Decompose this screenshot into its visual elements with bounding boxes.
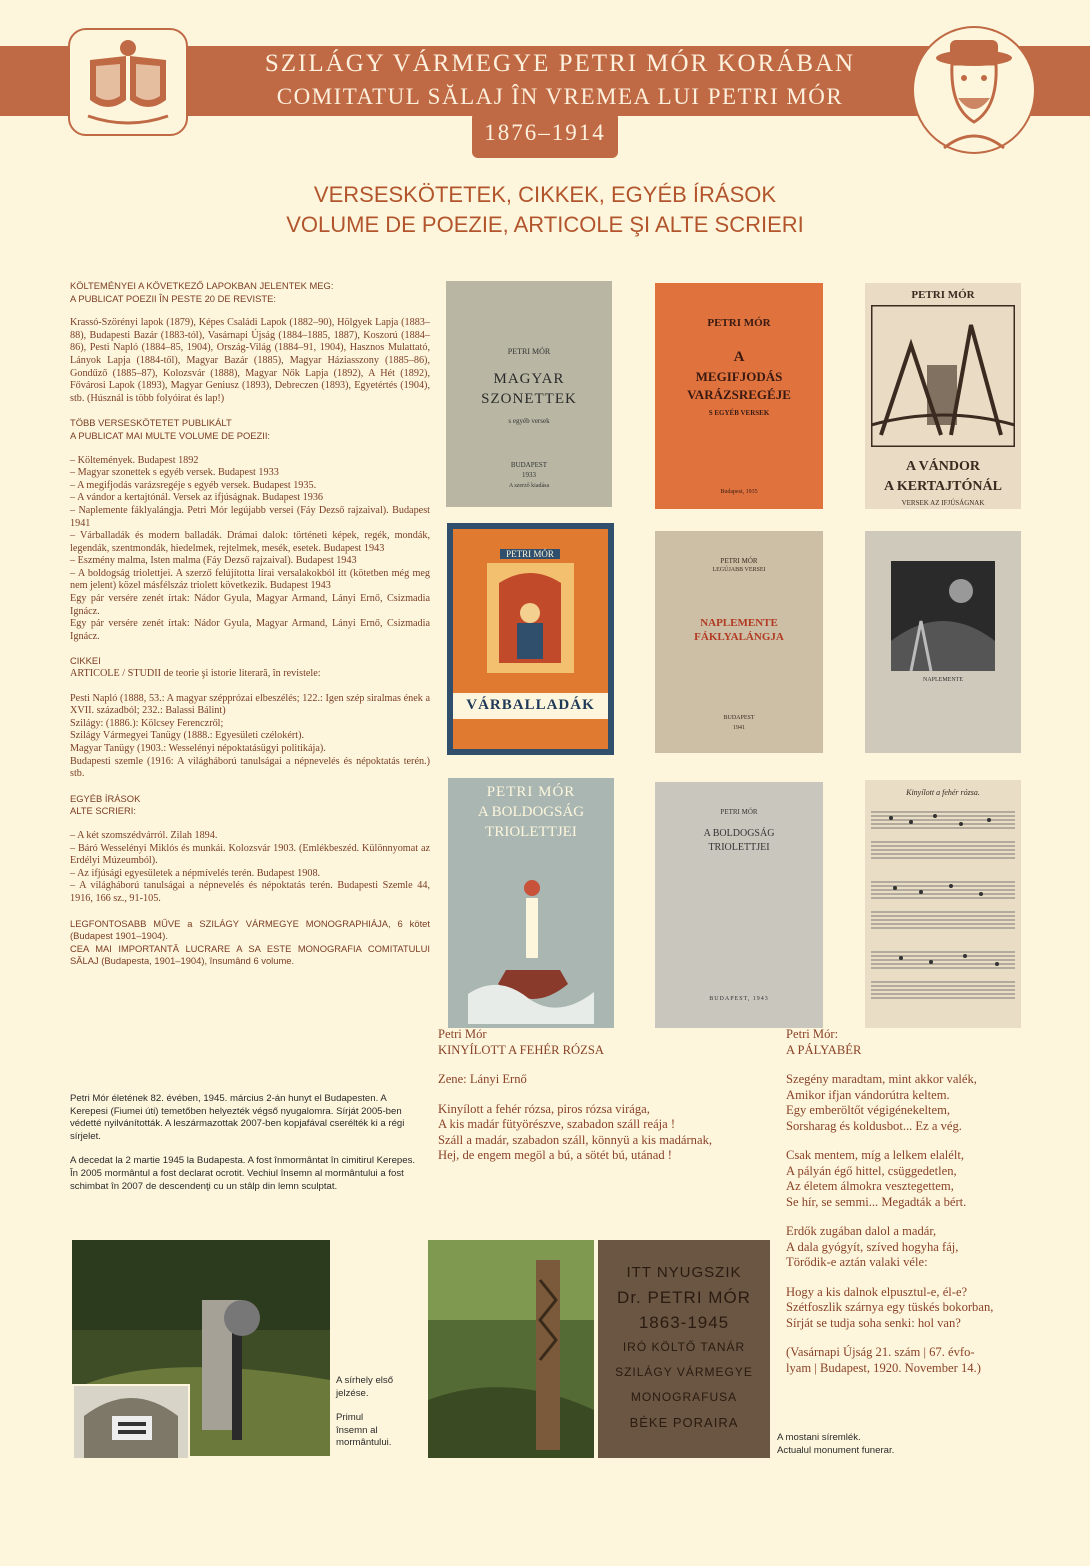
cover-title: A KERTAJTÓNÁL [884,479,1002,494]
articles-list [70,693,430,781]
volumes-heading-hu: TÖBB VERSESKÖTETET PUBLIKÁLT [70,417,232,429]
cover-author: PETRI MÓR [707,317,771,329]
monograph-hu: LEGFONTOSABB MŰVE a SZILÁGY VÁRMEGYE MONOGRAPHIÁJA, 6 kötet (Budapest 1901–1904). [70,917,430,942]
poem1-music: Zene: Lányi Ernő [438,1072,527,1086]
poem2-line: Törődik-e aztán valaki véle: [786,1255,928,1269]
cover-publisher: A szerző kiadása [508,483,550,489]
volume-item: – A megifjodás varázsregéje s egyéb versek. Budapest 1935. [70,479,317,491]
poem1-title: KINYÍLOTT A FEHÉR RÓZSA [438,1042,604,1057]
death-note [70,1093,416,1205]
cover-author: PETRI MÓR [500,549,560,559]
poem2-author: Petri Mór: [786,1027,839,1041]
coat-of-arms-emblem [68,28,188,136]
cover-place: BUDAPEST [510,461,548,469]
poem2-line: Sírját se tudja soha senki: hol van? [786,1315,961,1330]
inscription-line: SZILÁGY VÁRMEGYE [615,1365,753,1379]
volume-item: – Magyar szonettek s egyéb versek. Budapest 1933 [70,467,279,479]
cover-title: TRIOLETTJEI [485,824,577,840]
cover-title: FÁKLYALÁNGJA [694,631,784,643]
book-cover-naplemente-faklyalangja [655,531,823,753]
book-cover-magyar-szonettek [446,281,612,507]
old-grave-caption [336,1375,416,1450]
poem2-line: (Vasárnapi Újság 21. szám | 67. évfo- [786,1345,975,1359]
cover-title: A BOLDOGSÁG [703,828,775,839]
article-item: Magyar Tanügy (1903.: Wesselényi népoktatásügyi politikája). [70,743,326,754]
cover-place: BUDAPEST [723,715,755,721]
cover-year: 1941 [733,725,745,731]
volume-item: – Eszmény malma, Isten malma (Fáy Dezső rajzaival). Budapest 1943 [70,555,357,567]
cover-place: BUDAPEST, 1943 [709,996,769,1002]
poem2-line: Se hír, se semmi... Megadták a bért. [786,1194,967,1209]
poem2-line: Erdők zugában dalol a madár, [786,1224,937,1238]
other-item: – A világháború tanulságai a népnevelés és népoktatás terén. Budapesti Szemle 44, 1916, 166 sz., 91-105. [70,880,430,904]
plate-caption: NAPLEMENTE [923,677,963,683]
volume-item: – Naplemente fáklyalángja. Petri Mór legújabb versei (Fáy Dezső rajzaival). Budapest 1941 [70,504,430,529]
journals-heading-hu: KÖLTEMÉNYEI A KÖVETKEZŐ LAPOKBAN JELENTEK MEG: [70,280,334,291]
cover-subtitle: S EGYÉB VERSEK [708,409,770,417]
other-heading-hu: EGYÉB ÍRÁSOK [70,792,141,804]
poem2-line: Szegény maradtam, mint akkor valék, [786,1072,977,1086]
new-grave-photo-wide [428,1240,594,1458]
other-writings-list [70,830,430,906]
poem2-source [786,1345,1046,1376]
poster-title-hu: SZILÁGY VÁRMEGYE PETRI MÓR KORÁBAN [264,50,856,77]
article-item: Szilágy: (1886.): Kölcsey Ferenczről; [70,717,224,729]
poem2-line: Hogy a kis dalnok elpusztul-e, él-e? [786,1284,968,1299]
articles-heading-ro: ARTICOLE / STUDII de teorie şi istorie literară, în revistele: [70,668,321,680]
other-item: – Az ifjúsági egyesületek a népmívelés terén. Budapest 1908. [70,867,321,879]
new-grave-scene [428,1240,594,1458]
cover-year: 1933 [522,471,536,479]
poem2-line: Sorsharag és koldusbot... Ez a vég. [786,1118,962,1133]
caption-line: mormântului. [336,1437,392,1448]
death-note-hu: Petri Mór életének 82. évében, 1945. március 2-án hunyt el Budapesten. A Kerepesi (Fiumei úti) temetőben helyezték végső nyugalomra. Sírját 2005-ben védetté nyilvánították. A leszármazottak 2007-ben kopjafával cserélték ki a régi sírjelet. [70,1093,405,1142]
cover-author: PETRI MÓR [911,289,975,301]
cover-title: MAGYAR [493,371,565,387]
poem-palyaber [786,1027,1046,1390]
marker-inset-art [74,1386,188,1458]
inscription-line: BÉKE PORAIRA [629,1415,739,1430]
cover-author: PETRI MÓR [720,557,758,565]
poem2-stanza [786,1224,1046,1271]
article-item: Szilágy Vármegyei Tanügy (1888.: Egyesületi czélokért). [70,730,305,742]
section-title-ro: VOLUME DE POEZIE, ARTICOLE ŞI ALTE SCRIERI [286,212,804,237]
volume-item: – Költemények. Budapest 1892 [70,454,199,466]
articles-heading-hu: CIKKEI [70,655,101,667]
poem2-line: Amikor ifjan vándorútra keltem. [786,1087,950,1102]
wooden-headpost-photo [598,1240,770,1458]
poem-kinyilott [438,1027,778,1178]
poem2-line: Az életem álmokra vesztegettem, [786,1179,954,1193]
poem2-title: A PÁLYABÉR [786,1042,862,1057]
years-label: 1876–1914 [484,120,606,145]
volume-item: – A vándor a kertajtónál. Versek az ifjúságnak. Budapest 1936 [70,492,324,504]
new-grave-caption [777,1432,977,1457]
inscription-line: IRÓ KÖLTŐ TANÁR [622,1340,746,1354]
death-note-ro: A decedat la 2 martie 1945 la Budapesta. A fost înmormântat în cimitirul Kerepes. În 2005 mormântul a fost declarat ocrotit. Vechiul însemn al mormântului a fost schimbat în 2007 de descendenţi cu un stâlp din lemn sculptat. [70,1155,416,1192]
poster-title-ro: COMITATUL SĂLAJ ÎN VREMEA LUI PETRI MÓR [276,84,844,109]
cover-title: A BOLDOGSÁG [477,804,585,820]
cover-title: NAPLEMENTE [700,617,778,629]
caption-line: A sírhely első [336,1375,394,1386]
book-cover-varballadak [447,523,614,755]
woodcut-plate [891,561,995,671]
inscription-line: ITT NYUGSZIK [626,1264,742,1281]
section-title-hu: VERSESKÖTETEK, CIKKEK, EGYÉB ÍRÁSOK [313,182,777,207]
cover-title: A VÁNDOR [905,459,981,474]
caption-line: Primul [336,1412,364,1423]
book-cover-boldogsag-plain [655,782,823,1028]
music-staves [871,802,1015,1022]
poem1-line: Száll a madár, szabadon száll, könnyü a kis madárnak, [438,1132,713,1147]
bibliography-text [70,280,430,980]
cover-author: PETRI MÓR [486,784,576,800]
poem1-line: Kinyílott a fehér rózsa, piros rózsa virága, [438,1101,650,1116]
monograph-ro: CEA MAI IMPORTANTĂ LUCRARE A SA ESTE MONOGRAFIA COMITATULUI SĂLAJ (Budapesta, 1901–1904), însumând 6 volume. [70,942,430,967]
poem1-line: A kis madár fütyörészve, szabadon száll reája ! [438,1117,676,1131]
poem2-stanza [786,1148,1046,1210]
volume-item: Egy pár versére zenét írtak: Nádor Gyula, Magyar Armand, Lányi Ernő, Csizmadia Ignácz. [70,593,430,617]
volumes-heading-ro: A PUBLICAT MAI MULTE VOLUME DE POEZII: [70,429,271,441]
volume-item: – A boldogság triolettjei. A szerző felújította lírai versalakokból itt (kötetben még meg nem jelent) közel másfélszáz triolett következik. Budapest 1943 [70,567,430,592]
caption-line: A mostani síremlék. [777,1432,861,1443]
monograph-note [70,918,430,968]
cover-subtitle: LEGÚJABB VERSEI [712,567,766,573]
volume-item: – Várballadák és modern balladák. Drámai dalok: történeti képek, regék, mondák, legendák, szentmondák, hiedelmek, rejtelmek, mesék, esetek. Budapest 1943 [70,530,430,554]
cover-subtitle: s egyéb versek [508,417,550,425]
book-cover-a-vandor [865,283,1021,509]
cover-title: VÁRBALLADÁK [466,697,595,713]
caption-line: însemn al [336,1424,378,1436]
article-item: Pesti Napló (1888, 53.: A magyar szépprózai elbeszélés; 122.: Igen szép siralmas ének a XVII. századból; 232.: Balassi Bálint) [70,692,430,717]
journals-heading-ro: A PUBLICAT POEZII ÎN PESTE 20 DE REVISTE: [70,292,276,304]
headpost-inscription [604,1260,764,1435]
poem1-author: Petri Mór [438,1027,487,1041]
volume-item: Egy pár versére zenét írtak: Nádor Gyula, Magyar Armand, Lányi Ernő, Csizmadia Ignácz. [70,618,430,642]
cover-title: SZONETTEK [481,391,577,407]
poem2-line: Egy emberöltőt végigénekeltem, [786,1103,951,1117]
poem2-stanza [786,1072,1046,1134]
cover-author: PETRI MÓR [720,808,758,816]
journals-list: Krassó-Szörényi lapok (1879), Képes Családi Lapok (1882–90), Hölgyek Lapja (1883–88), Budapesti Bazár (1883-tól), Vasárnapi Újság (1884–1885, 1887), Koszorú (1884–86), Pesti Napló (1884–85, 1904), Ország-Világ (1884–91, 1904), Hasznos Mulattató, Lányok Lapja (1884-től), Magyar Bazár (1885), Magyar Háziasszony (1885–86), Gondűző (1885–87), Kolozsvár (1888), Magyar Nők Lapja (1892), A Hét (1892), Fővárosi Lapok (1893), Magyar Geniusz (1893), Debreczen (1893), Egyetértés (1904), stb. (Húsznál is több folyóirat és lap!) [70,317,430,404]
cover-author: PETRI MÓR [507,347,551,356]
poem2-line: lyam | Budapest, 1920. November 14.) [786,1360,981,1375]
book-plate-naplemente [865,531,1021,753]
caption-line: Actualul monument funerar. [777,1444,895,1456]
poem1-line: Hej, de engem megöl a bú, a sötét bú, utánad ! [438,1148,672,1162]
sheet-music [865,780,1021,1028]
other-item: – Báró Wesselényi Miklós és munkái. Kolozsvár 1903. (Emlékbeszéd. Különnyomat az Erdélyi Múzeumból). [70,842,430,867]
sheet-music-title: Kinyílott a fehér rózsa. [906,788,980,797]
volumes-list [70,455,430,644]
book-cover-boldogsag-illustrated [448,778,614,1028]
inscription-line: MONOGRAFUSA [630,1390,738,1404]
old-grave-marker-inset [72,1384,190,1460]
inscription-line: Dr. PETRI MÓR [617,1288,751,1307]
cover-title: TRIOLETTJEI [708,842,770,853]
inscription-line: 1863-1945 [638,1313,730,1332]
portrait-emblem [912,26,1036,154]
poem2-stanza [786,1285,1046,1332]
article-item: Budapesti szemle (1916: A világháború tanulságai a népnevelés és népoktatás terén.) stb. [70,755,430,780]
caption-line: jelzése. [336,1387,369,1399]
poem2-line: A pályán égő hittel, csüggedetlen, [786,1163,957,1178]
boat-illustration [468,874,594,1024]
other-heading-ro: ALTE SCRIERI: [70,805,136,817]
other-item: – A két szomszédvárról. Zilah 1894. [70,829,218,841]
cover-title: MEGIFJODÁS [695,369,783,384]
poem2-line: Csak mentem, míg a lelkem elalélt, [786,1148,965,1162]
poem2-line: A dala gyógyít, szíved hogyha fáj, [786,1239,959,1254]
cover-title: A [733,349,745,365]
cover-place: Budapest, 1935 [720,489,758,495]
cover-subtitle: VERSEK AZ IFJÚSÁGNAK [901,499,985,507]
poem2-line: Szétfoszlik szárnya egy tüskés bokorban, [786,1300,994,1314]
book-cover-megifjodas [655,283,823,509]
cover-title: VARÁZSREGÉJE [687,387,791,402]
woodcut-illustration [871,305,1015,447]
